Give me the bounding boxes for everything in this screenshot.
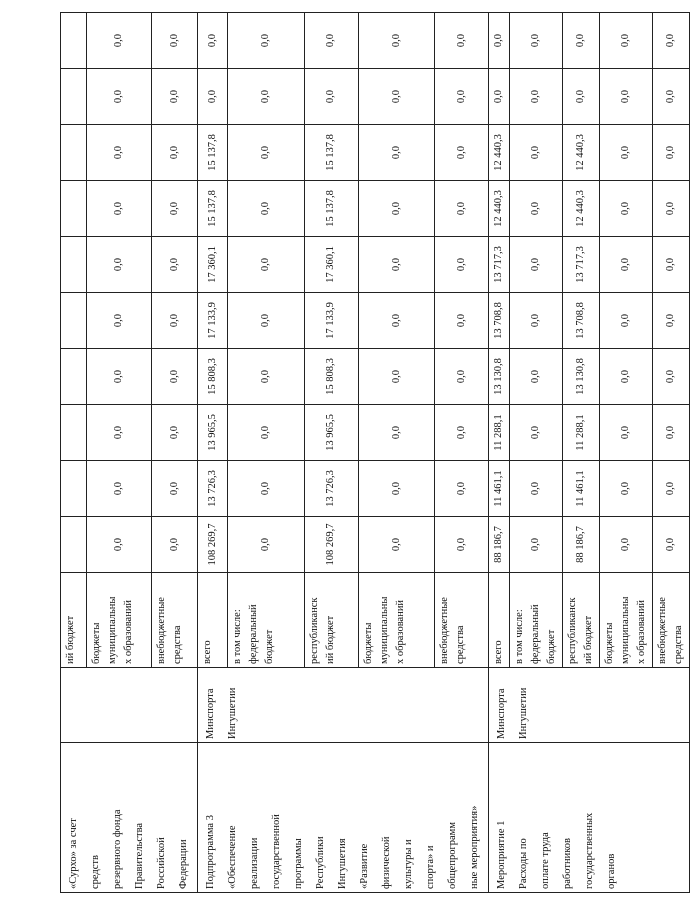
value-cell: 0,0 xyxy=(600,13,653,69)
value-cell: 0,0 xyxy=(86,125,151,181)
funding-source-cell: внебюджетные средства xyxy=(653,573,690,668)
value-cell: 0,0 xyxy=(86,69,151,125)
value-cell: 12 440,3 xyxy=(489,125,510,181)
value-cell: 0,0 xyxy=(198,13,228,69)
value-cell: 0,0 xyxy=(152,237,198,293)
value-cell: 0,0 xyxy=(152,125,198,181)
value-cell: 13 726,3 xyxy=(198,461,228,517)
value-cell: 0,0 xyxy=(435,125,489,181)
value-cell: 13 965,5 xyxy=(305,405,359,461)
value-cell: 0,0 xyxy=(653,517,690,573)
value-cell: 0,0 xyxy=(600,237,653,293)
value-cell: 0,0 xyxy=(152,13,198,69)
value-cell: 13 965,5 xyxy=(198,405,228,461)
value-cell: 0,0 xyxy=(510,349,563,405)
value-cell: 11 461,1 xyxy=(563,461,600,517)
value-cell: 12 440,3 xyxy=(563,125,600,181)
value-cell: 0,0 xyxy=(152,349,198,405)
value-cell: 88 186,7 xyxy=(489,517,510,573)
value-cell: 0,0 xyxy=(358,405,435,461)
value-cell: 0,0 xyxy=(510,125,563,181)
value-cell: 0,0 xyxy=(358,293,435,349)
value-cell: 15 808,3 xyxy=(305,349,359,405)
value-cell xyxy=(61,13,87,69)
value-cell: 0,0 xyxy=(510,293,563,349)
value-cell: 0,0 xyxy=(563,69,600,125)
value-cell: 0,0 xyxy=(305,69,359,125)
value-cell xyxy=(61,293,87,349)
value-cell: 0,0 xyxy=(489,69,510,125)
value-cell xyxy=(61,461,87,517)
value-cell: 13 130,8 xyxy=(563,349,600,405)
value-cell: 11 288,1 xyxy=(489,405,510,461)
value-cell: 0,0 xyxy=(600,181,653,237)
value-cell: 88 186,7 xyxy=(563,517,600,573)
value-cell: 0,0 xyxy=(510,181,563,237)
value-cell: 0,0 xyxy=(228,237,305,293)
value-cell: 0,0 xyxy=(152,461,198,517)
value-cell: 0,0 xyxy=(358,13,435,69)
value-cell: 0,0 xyxy=(86,13,151,69)
value-cell: 11 461,1 xyxy=(489,461,510,517)
value-cell: 0,0 xyxy=(358,517,435,573)
value-cell: 108 269,7 xyxy=(305,517,359,573)
funding-source-cell: в том числе: федеральный бюджет xyxy=(510,573,563,668)
value-cell: 0,0 xyxy=(435,349,489,405)
value-cell: 0,0 xyxy=(510,237,563,293)
value-cell: 0,0 xyxy=(435,13,489,69)
value-cell xyxy=(61,237,87,293)
value-cell: 0,0 xyxy=(435,461,489,517)
program-name-cell: «Сурхо» за счет средств резервного фонда Правительства Российской Федерации xyxy=(61,743,198,893)
value-cell: 13 717,3 xyxy=(489,237,510,293)
table-row xyxy=(489,13,510,893)
value-cell: 15 808,3 xyxy=(198,349,228,405)
funding-source-cell: бюджеты муниципальны х образований xyxy=(600,573,653,668)
value-cell: 0,0 xyxy=(86,237,151,293)
value-cell: 0,0 xyxy=(653,69,690,125)
value-cell: 0,0 xyxy=(358,237,435,293)
value-cell: 15 137,8 xyxy=(305,181,359,237)
executor-cell: Минспорта Ингушетии xyxy=(489,668,690,743)
value-cell: 0,0 xyxy=(653,405,690,461)
value-cell: 0,0 xyxy=(198,69,228,125)
value-cell: 0,0 xyxy=(653,125,690,181)
executor-cell: Минспорта Ингушетии xyxy=(198,668,489,743)
value-cell: 0,0 xyxy=(228,349,305,405)
value-cell: 0,0 xyxy=(228,517,305,573)
value-cell: 0,0 xyxy=(600,69,653,125)
funding-source-cell: внебюджетные средства xyxy=(435,573,489,668)
value-cell xyxy=(61,349,87,405)
value-cell: 0,0 xyxy=(228,461,305,517)
value-cell: 0,0 xyxy=(600,293,653,349)
value-cell: 0,0 xyxy=(86,405,151,461)
table-row xyxy=(198,13,228,893)
value-cell: 13 708,8 xyxy=(489,293,510,349)
value-cell: 0,0 xyxy=(653,181,690,237)
budget-table xyxy=(60,12,690,893)
funding-source-cell: бюджеты муниципальны х образований xyxy=(86,573,151,668)
value-cell: 0,0 xyxy=(228,13,305,69)
value-cell: 0,0 xyxy=(86,349,151,405)
value-cell: 0,0 xyxy=(358,125,435,181)
value-cell: 0,0 xyxy=(600,125,653,181)
value-cell: 12 440,3 xyxy=(563,181,600,237)
value-cell: 0,0 xyxy=(358,349,435,405)
value-cell: 0,0 xyxy=(305,13,359,69)
value-cell: 0,0 xyxy=(358,69,435,125)
value-cell: 0,0 xyxy=(600,517,653,573)
value-cell: 0,0 xyxy=(653,461,690,517)
value-cell: 13 726,3 xyxy=(305,461,359,517)
value-cell: 0,0 xyxy=(489,13,510,69)
value-cell: 108 269,7 xyxy=(198,517,228,573)
value-cell: 17 133,9 xyxy=(305,293,359,349)
value-cell: 0,0 xyxy=(510,69,563,125)
funding-source-cell: в том числе: федеральный бюджет xyxy=(228,573,305,668)
value-cell xyxy=(61,69,87,125)
program-name-cell: Подпрограмма 3 «Обеспечение реализации государственной программы Республики Ингушетия «Развитие физической культуры и спорта» и общепрограмм ные мероприятия» xyxy=(198,743,489,893)
value-cell: 0,0 xyxy=(358,181,435,237)
value-cell: 0,0 xyxy=(86,293,151,349)
funding-source-cell: всего xyxy=(489,573,510,668)
value-cell: 0,0 xyxy=(435,405,489,461)
value-cell: 17 360,1 xyxy=(198,237,228,293)
value-cell: 0,0 xyxy=(228,125,305,181)
funding-source-cell: республиканск ий бюджет xyxy=(305,573,359,668)
value-cell: 0,0 xyxy=(152,69,198,125)
value-cell: 0,0 xyxy=(228,181,305,237)
value-cell: 15 137,8 xyxy=(305,125,359,181)
value-cell: 13 708,8 xyxy=(563,293,600,349)
value-cell: 11 288,1 xyxy=(563,405,600,461)
value-cell: 12 440,3 xyxy=(489,181,510,237)
funding-source-cell: внебюджетные средства xyxy=(152,573,198,668)
value-cell: 0,0 xyxy=(600,461,653,517)
value-cell: 0,0 xyxy=(435,237,489,293)
value-cell: 0,0 xyxy=(510,13,563,69)
value-cell: 13 130,8 xyxy=(489,349,510,405)
value-cell: 0,0 xyxy=(228,405,305,461)
value-cell: 0,0 xyxy=(653,349,690,405)
value-cell: 0,0 xyxy=(435,181,489,237)
value-cell: 0,0 xyxy=(358,461,435,517)
value-cell: 0,0 xyxy=(228,293,305,349)
value-cell: 0,0 xyxy=(510,461,563,517)
value-cell xyxy=(61,181,87,237)
table-row xyxy=(61,13,87,893)
value-cell: 0,0 xyxy=(435,69,489,125)
funding-source-cell: ий бюджет xyxy=(61,573,87,668)
executor-cell xyxy=(61,668,198,743)
value-cell xyxy=(61,405,87,461)
value-cell: 0,0 xyxy=(653,13,690,69)
value-cell: 0,0 xyxy=(600,405,653,461)
value-cell: 0,0 xyxy=(152,405,198,461)
funding-source-cell: всего xyxy=(198,573,228,668)
value-cell: 15 137,8 xyxy=(198,125,228,181)
value-cell: 0,0 xyxy=(510,517,563,573)
value-cell xyxy=(61,517,87,573)
program-name-cell: Мероприятие 1 Расходы по оплате труда работников государственных органов xyxy=(489,743,690,893)
value-cell: 13 717,3 xyxy=(563,237,600,293)
funding-source-cell: бюджеты муниципальны х образований xyxy=(358,573,435,668)
funding-source-cell: республиканск ий бюджет xyxy=(563,573,600,668)
value-cell: 0,0 xyxy=(653,293,690,349)
value-cell: 0,0 xyxy=(510,405,563,461)
value-cell: 0,0 xyxy=(435,517,489,573)
value-cell xyxy=(61,125,87,181)
value-cell: 0,0 xyxy=(86,517,151,573)
value-cell: 15 137,8 xyxy=(198,181,228,237)
value-cell: 17 133,9 xyxy=(198,293,228,349)
value-cell: 17 360,1 xyxy=(305,237,359,293)
value-cell: 0,0 xyxy=(152,517,198,573)
value-cell: 0,0 xyxy=(228,69,305,125)
value-cell: 0,0 xyxy=(86,461,151,517)
value-cell: 0,0 xyxy=(653,237,690,293)
value-cell: 0,0 xyxy=(152,293,198,349)
value-cell: 0,0 xyxy=(600,349,653,405)
value-cell: 0,0 xyxy=(435,293,489,349)
value-cell: 0,0 xyxy=(86,181,151,237)
value-cell: 0,0 xyxy=(152,181,198,237)
value-cell: 0,0 xyxy=(563,13,600,69)
